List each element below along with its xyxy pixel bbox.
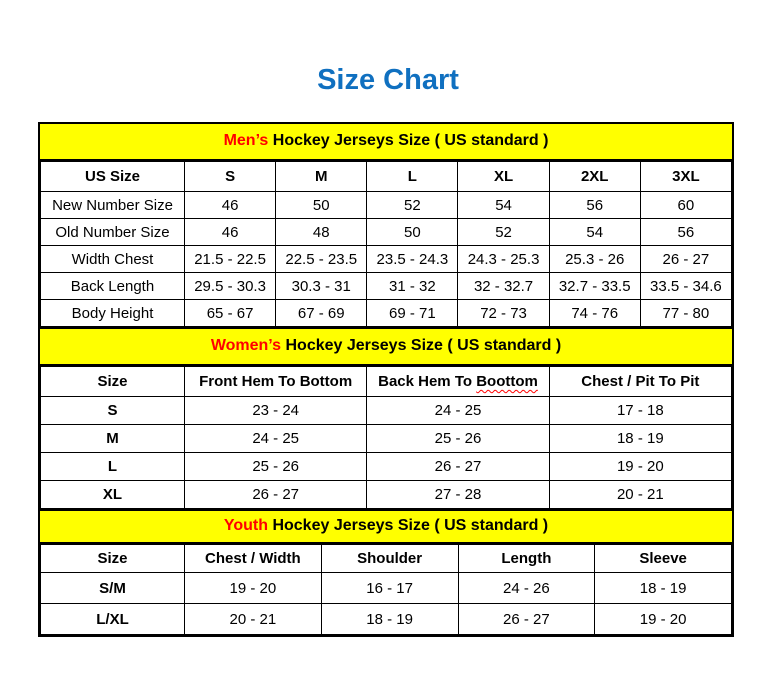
cell: 24 - 26 [458, 573, 595, 604]
cell: 46 [185, 219, 276, 246]
cell: 25 - 26 [367, 425, 549, 453]
cell: 18 - 19 [549, 425, 731, 453]
cell: 18 - 19 [595, 573, 732, 604]
cell: 54 [549, 219, 640, 246]
mens-size-table [40, 161, 732, 327]
cell: 65 - 67 [185, 300, 276, 327]
womens-section-header [40, 327, 732, 366]
cell: 69 - 71 [367, 300, 458, 327]
cell: 24 - 25 [185, 425, 367, 453]
table-row [41, 192, 732, 219]
cell: 54 [458, 192, 549, 219]
youth-col-length: Length [458, 545, 595, 573]
cell: 21.5 - 22.5 [185, 246, 276, 273]
cell: 20 - 21 [549, 481, 731, 509]
cell: 24 - 25 [367, 397, 549, 425]
womens-col-front-hem: Front Hem To Bottom [185, 367, 367, 397]
size-chart-table [38, 122, 734, 637]
row-label: Back Length [41, 273, 185, 300]
row-label: Width Chest [41, 246, 185, 273]
row-label: Old Number Size [41, 219, 185, 246]
cell: 27 - 28 [367, 481, 549, 509]
cell: 29.5 - 30.3 [185, 273, 276, 300]
cell: 56 [549, 192, 640, 219]
cell: 31 - 32 [367, 273, 458, 300]
cell: 52 [367, 192, 458, 219]
cell: 19 - 20 [595, 604, 732, 635]
table-row [41, 246, 732, 273]
cell: 25.3 - 26 [549, 246, 640, 273]
cell: 30.3 - 31 [276, 273, 367, 300]
cell: 52 [458, 219, 549, 246]
cell: 22.5 - 23.5 [276, 246, 367, 273]
womens-size-table [40, 366, 732, 509]
table-row [41, 300, 732, 327]
cell: 77 - 80 [640, 300, 731, 327]
youth-col-shoulder: Shoulder [321, 545, 458, 573]
cell: 23.5 - 24.3 [367, 246, 458, 273]
row-label: S/M [41, 573, 185, 604]
cell: 20 - 21 [185, 604, 322, 635]
cell: 26 - 27 [458, 604, 595, 635]
row-label: S [41, 397, 185, 425]
table-row [41, 604, 732, 635]
row-label: L [41, 453, 185, 481]
youth-header-row [41, 545, 732, 573]
youth-col-size: Size [41, 545, 185, 573]
cell: 46 [185, 192, 276, 219]
cell: 17 - 18 [549, 397, 731, 425]
womens-header-text: Hockey Jerseys Size ( US standard ) [281, 337, 562, 354]
row-label: XL [41, 481, 185, 509]
cell: 18 - 19 [321, 604, 458, 635]
womens-col-size: Size [41, 367, 185, 397]
cell: 67 - 69 [276, 300, 367, 327]
youth-header-text: Hockey Jerseys Size ( US standard ) [268, 517, 549, 534]
cell: 56 [640, 219, 731, 246]
row-label: L/XL [41, 604, 185, 635]
cell: 33.5 - 34.6 [640, 273, 731, 300]
cell: 26 - 27 [640, 246, 731, 273]
youth-col-chest-width: Chest / Width [185, 545, 322, 573]
youth-highlight-label: Youth [223, 517, 268, 534]
cell: 74 - 76 [549, 300, 640, 327]
womens-col-chest: Chest / Pit To Pit [549, 367, 731, 397]
table-row [41, 425, 732, 453]
womens-header-row [41, 367, 732, 397]
mens-section-header [40, 124, 732, 161]
row-label: M [41, 425, 185, 453]
mens-col-us-size: US Size [41, 162, 185, 192]
cell: 72 - 73 [458, 300, 549, 327]
mens-col-l: L [367, 162, 458, 192]
cell: 25 - 26 [185, 453, 367, 481]
cell: 24.3 - 25.3 [458, 246, 549, 273]
youth-section-header [40, 509, 732, 544]
table-row [41, 573, 732, 604]
table-row [41, 481, 732, 509]
mens-col-3xl: 3XL [640, 162, 731, 192]
row-label: New Number Size [41, 192, 185, 219]
cell: 60 [640, 192, 731, 219]
mens-col-m: M [276, 162, 367, 192]
cell: 48 [276, 219, 367, 246]
table-row [41, 273, 732, 300]
cell: 16 - 17 [321, 573, 458, 604]
cell: 32 - 32.7 [458, 273, 549, 300]
cell: 23 - 24 [185, 397, 367, 425]
table-row [41, 397, 732, 425]
youth-size-table [40, 544, 732, 635]
back-hem-prefix: Back Hem To [378, 373, 477, 390]
row-label: Body Height [41, 300, 185, 327]
mens-header-row [41, 162, 732, 192]
mens-header-text: Hockey Jerseys Size ( US standard ) [268, 132, 549, 149]
page-title: Size Chart [317, 64, 459, 96]
mens-col-2xl: 2XL [549, 162, 640, 192]
mens-highlight-label: Men’s [223, 132, 269, 149]
cell: 26 - 27 [185, 481, 367, 509]
cell: 19 - 20 [185, 573, 322, 604]
womens-highlight-label: Women’s [210, 337, 282, 354]
mens-col-s: S [185, 162, 276, 192]
cell: 50 [276, 192, 367, 219]
cell: 50 [367, 219, 458, 246]
table-row [41, 219, 732, 246]
cell: 26 - 27 [367, 453, 549, 481]
misspelled-word: Boottom [476, 373, 538, 390]
cell: 19 - 20 [549, 453, 731, 481]
table-row [41, 453, 732, 481]
mens-col-xl: XL [458, 162, 549, 192]
womens-col-back-hem [367, 367, 549, 397]
cell: 32.7 - 33.5 [549, 273, 640, 300]
youth-col-sleeve: Sleeve [595, 545, 732, 573]
